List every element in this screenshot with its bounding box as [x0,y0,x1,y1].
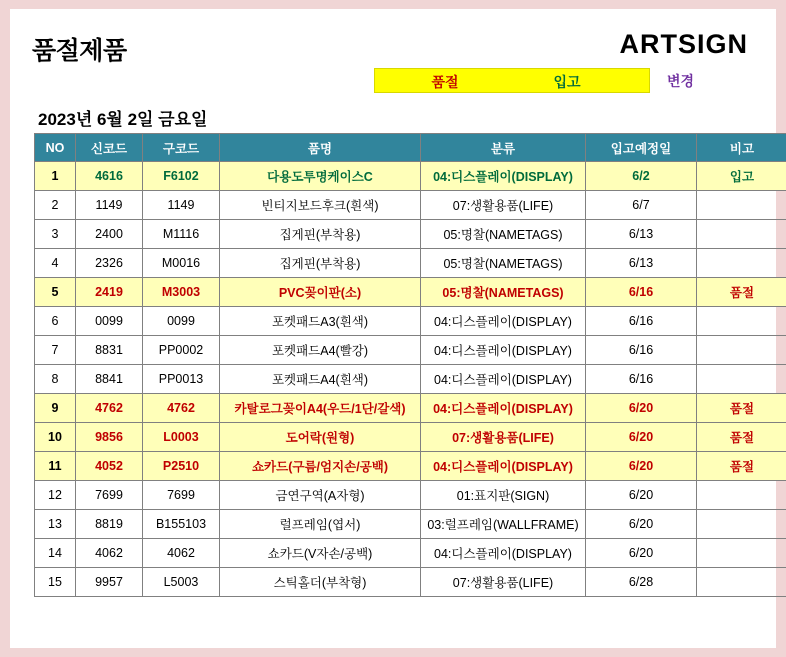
table-row[interactable] [35,510,786,539]
cell-new-code: 9957 [76,568,143,597]
cell-no: 3 [35,220,76,249]
cell-old-code: M3003 [143,278,220,307]
cell-new-code: 1149 [76,191,143,220]
cell-new-code: 9856 [76,423,143,452]
cell-new-code: 4062 [76,539,143,568]
table-row[interactable] [35,336,786,365]
cell-old-code: 0099 [143,307,220,336]
cell-product-name: 포켓패드A4(빨강) [220,336,421,365]
page-title: 품절제품 [32,37,127,65]
cell-new-code: 8819 [76,510,143,539]
cell-no: 1 [35,162,76,191]
table-row[interactable] [35,481,786,510]
legend-incoming: 입고 [553,74,581,90]
column-header-old-code: 구코드 [143,134,220,162]
cell-old-code: PP0002 [143,336,220,365]
table-row[interactable] [35,278,786,307]
cell-product-name: 집게핀(부착용) [220,249,421,278]
cell-category: 04:디스플레이(DISPLAY) [421,307,586,336]
cell-no: 4 [35,249,76,278]
cell-category: 04:디스플레이(DISPLAY) [421,365,586,394]
table-row[interactable] [35,365,786,394]
document-page [10,9,776,648]
cell-category: 03:럴프레임(WALLFRAME) [421,510,586,539]
cell-due-date: 6/20 [586,539,697,568]
cell-new-code: 2419 [76,278,143,307]
cell-due-date: 6/16 [586,307,697,336]
cell-due-date: 6/16 [586,365,697,394]
cell-category: 01:표지판(SIGN) [421,481,586,510]
cell-no: 11 [35,452,76,481]
cell-old-code: M0016 [143,249,220,278]
cell-old-code: 4062 [143,539,220,568]
legend-box [374,68,650,93]
legend-sold-out: 품절 [431,74,459,90]
cell-no: 13 [35,510,76,539]
table-row[interactable] [35,220,786,249]
cell-product-name: 빈티지보드후크(흰색) [220,191,421,220]
cell-old-code: L0003 [143,423,220,452]
cell-note [697,568,786,597]
cell-no: 7 [35,336,76,365]
table-row[interactable] [35,539,786,568]
table-row[interactable] [35,249,786,278]
cell-old-code: 4762 [143,394,220,423]
cell-product-name: PVC꽂이판(소) [220,278,421,307]
column-header-product-name: 품명 [220,134,421,162]
cell-product-name: 카탈로그꽂이A4(우드/1단/갈색) [220,394,421,423]
cell-category: 05:명찰(NAMETAGS) [421,220,586,249]
cell-category: 05:명찰(NAMETAGS) [421,249,586,278]
cell-old-code: P2510 [143,452,220,481]
cell-due-date: 6/20 [586,423,697,452]
cell-product-name: 포켓패드A3(흰색) [220,307,421,336]
cell-due-date: 6/13 [586,249,697,278]
cell-new-code: 7699 [76,481,143,510]
cell-new-code: 4762 [76,394,143,423]
cell-due-date: 6/28 [586,568,697,597]
cell-new-code: 0099 [76,307,143,336]
document-date: 2023년 6월 2일 금요일 [38,110,208,129]
table-header-row [35,134,786,162]
cell-no: 12 [35,481,76,510]
document-header [10,9,776,129]
cell-due-date: 6/20 [586,394,697,423]
cell-due-date: 6/7 [586,191,697,220]
cell-due-date: 6/16 [586,336,697,365]
cell-product-name: 다용도투명케이스C [220,162,421,191]
cell-no: 8 [35,365,76,394]
cell-old-code: M1116 [143,220,220,249]
cell-note [697,539,786,568]
cell-note [697,365,786,394]
cell-old-code: B155103 [143,510,220,539]
cell-note: 품절 [697,423,786,452]
column-header-note: 비고 [697,134,786,162]
cell-due-date: 6/13 [586,220,697,249]
cell-old-code: 1149 [143,191,220,220]
table-row[interactable] [35,394,786,423]
cell-note [697,220,786,249]
cell-new-code: 2400 [76,220,143,249]
cell-note: 품절 [697,278,786,307]
table-row[interactable] [35,452,786,481]
cell-category: 05:명찰(NAMETAGS) [421,278,586,307]
cell-product-name: 금연구역(A자형) [220,481,421,510]
cell-no: 15 [35,568,76,597]
cell-no: 6 [35,307,76,336]
cell-note: 품절 [697,394,786,423]
cell-note [697,481,786,510]
cell-note [697,249,786,278]
cell-old-code: F6102 [143,162,220,191]
product-table [34,133,786,597]
cell-product-name: 쇼카드(V자손/공백) [220,539,421,568]
brand-logo: ARTSIGN [619,29,748,59]
cell-note: 품절 [697,452,786,481]
cell-category: 04:디스플레이(DISPLAY) [421,162,586,191]
cell-due-date: 6/2 [586,162,697,191]
cell-new-code: 4052 [76,452,143,481]
table-body [35,162,786,597]
table-row[interactable] [35,307,786,336]
cell-note [697,510,786,539]
cell-note [697,191,786,220]
column-header-due-date: 입고예정일 [586,134,697,162]
cell-no: 10 [35,423,76,452]
table-row[interactable] [35,191,786,220]
cell-no: 9 [35,394,76,423]
cell-due-date: 6/20 [586,452,697,481]
cell-category: 04:디스플레이(DISPLAY) [421,539,586,568]
cell-category: 07:생활용품(LIFE) [421,423,586,452]
cell-old-code: PP0013 [143,365,220,394]
cell-product-name: 도어락(원형) [220,423,421,452]
legend-change: 변경 [667,73,695,89]
cell-new-code: 8841 [76,365,143,394]
column-header-no: NO [35,134,76,162]
cell-category: 04:디스플레이(DISPLAY) [421,336,586,365]
column-header-category: 분류 [421,134,586,162]
cell-product-name: 집게핀(부착용) [220,220,421,249]
cell-product-name: 쇼카드(구름/엄지손/공백) [220,452,421,481]
cell-no: 5 [35,278,76,307]
cell-category: 04:디스플레이(DISPLAY) [421,394,586,423]
cell-product-name: 포켓패드A4(흰색) [220,365,421,394]
cell-due-date: 6/20 [586,510,697,539]
table-row[interactable] [35,568,786,597]
table-row[interactable] [35,162,786,191]
cell-due-date: 6/16 [586,278,697,307]
cell-category: 04:디스플레이(DISPLAY) [421,452,586,481]
cell-product-name: 스틱홀더(부착형) [220,568,421,597]
cell-new-code: 8831 [76,336,143,365]
cell-product-name: 럴프레임(엽서) [220,510,421,539]
cell-note: 입고 [697,162,786,191]
cell-no: 14 [35,539,76,568]
column-header-new-code: 신코드 [76,134,143,162]
cell-note [697,307,786,336]
cell-note [697,336,786,365]
cell-new-code: 2326 [76,249,143,278]
cell-old-code: 7699 [143,481,220,510]
table-row[interactable] [35,423,786,452]
cell-old-code: L5003 [143,568,220,597]
cell-new-code: 4616 [76,162,143,191]
cell-due-date: 6/20 [586,481,697,510]
cell-no: 2 [35,191,76,220]
cell-category: 07:생활용품(LIFE) [421,191,586,220]
cell-category: 07:생활용품(LIFE) [421,568,586,597]
